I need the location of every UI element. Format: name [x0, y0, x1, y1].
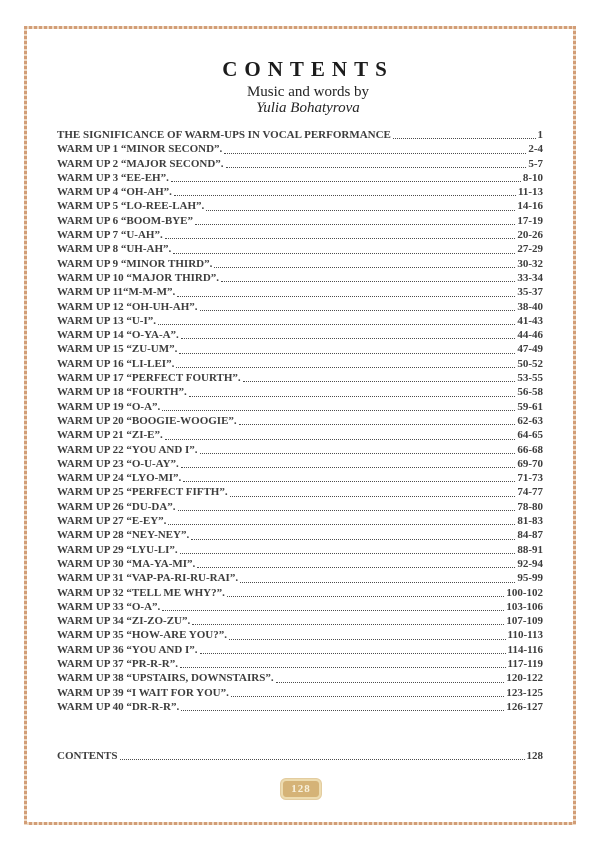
toc-leader-dots [162, 610, 504, 611]
toc-entry [57, 228, 543, 242]
toc-leader-dots [226, 167, 527, 168]
toc-leader-dots [189, 396, 516, 397]
toc-entry-label: WARM UP 36 “YOU AND I”. [57, 643, 198, 656]
toc-leader-dots [178, 510, 516, 511]
toc-leader-dots [239, 424, 516, 425]
toc-entry-label: WARM UP 14 “O-YA-A”. [57, 329, 179, 342]
toc-entry-page: 62-63 [517, 414, 543, 427]
toc-leader-dots [165, 439, 516, 440]
toc-leader-dots [180, 553, 516, 554]
toc-entry-label: WARM UP 35 “HOW-ARE YOU?”. [57, 629, 227, 642]
toc-entry [57, 749, 543, 763]
toc-leader-dots [179, 353, 515, 354]
toc-entry-page: 50-52 [517, 357, 543, 370]
toc-list [57, 128, 543, 714]
toc-entry-page: 117-119 [507, 657, 543, 670]
toc-entry-page: 17-19 [517, 214, 543, 227]
toc-entry [57, 671, 543, 685]
toc-entry [57, 471, 543, 485]
toc-entry-label: WARM UP 37 “PR-R-R”. [57, 657, 178, 670]
toc-entry-label: WARM UP 28 “NEY-NEY”. [57, 529, 190, 542]
toc-entry-label: WARM UP 22 “YOU AND I”. [57, 443, 198, 456]
toc-entry-label: WARM UP 19 “O-A”. [57, 400, 161, 413]
toc-leader-dots [200, 453, 516, 454]
toc-entry-page: 1 [537, 129, 543, 141]
toc-entry-label: WARM UP 7 “U-AH”. [57, 229, 163, 242]
toc-entry-label: WARM UP 3 “EE-EH”. [57, 171, 169, 184]
toc-leader-dots [240, 582, 515, 583]
toc-entry [57, 157, 543, 171]
toc-entry-label: WARM UP 13 “U-I”. [57, 314, 156, 327]
toc-entry-page: 11-13 [517, 186, 543, 199]
toc-entry-label: WARM UP 32 “TELL ME WHY?”. [57, 586, 225, 599]
toc-entry-page: 33-34 [517, 271, 543, 284]
toc-entry [57, 328, 543, 342]
toc-entry-label: WARM UP 11“M-M-M”. [57, 286, 176, 299]
toc-entry [57, 199, 543, 213]
page-header [0, 57, 600, 116]
toc-entry [57, 371, 543, 385]
toc-entry [57, 600, 543, 614]
toc-entry-label: WARM UP 24 “LYO-MI”. [57, 472, 182, 485]
toc-entry [57, 171, 543, 185]
toc-entry-label: WARM UP 38 “UPSTAIRS, DOWNSTAIRS”. [57, 672, 274, 685]
toc-entry-page: 53-55 [517, 372, 543, 385]
toc-leader-dots [191, 539, 515, 540]
toc-leader-dots [181, 467, 516, 468]
toc-entry [57, 557, 543, 571]
toc-entry-page: 8-10 [522, 171, 543, 184]
toc-leader-dots [162, 410, 515, 411]
toc-entry [57, 271, 543, 285]
toc-entry-page: 100-102 [506, 586, 543, 599]
toc-entry [57, 214, 543, 228]
toc-entry-page: 84-87 [517, 529, 543, 542]
toc-entry-label: WARM UP 20 “BOOGIE-WOOGIE”. [57, 414, 237, 427]
toc-entry [57, 700, 543, 714]
toc-leader-dots [195, 224, 515, 225]
toc-entry-label: WARM UP 34 “ZI-ZO-ZU”. [57, 615, 191, 628]
toc-leader-dots [224, 153, 526, 154]
toc-entry-label: WARM UP 30 “MA-YA-MI”. [57, 557, 196, 570]
toc-leader-dots [171, 181, 521, 182]
toc-leader-dots [214, 267, 515, 268]
toc-entry-page: 81-83 [517, 515, 543, 528]
page-border-bottom [24, 822, 576, 825]
toc-entry [57, 571, 543, 585]
toc-entry-label: WARM UP 15 “ZU-UM”. [57, 343, 178, 356]
page-border-top [24, 26, 576, 29]
toc-entry [57, 285, 543, 299]
toc-leader-dots [168, 524, 515, 525]
page-number-badge [281, 779, 321, 799]
toc-leader-dots [206, 210, 515, 211]
toc-entry [57, 400, 543, 414]
toc-entry [57, 142, 543, 156]
toc-leader-dots [276, 682, 505, 683]
toc-leader-dots [192, 624, 504, 625]
toc-leader-dots [174, 195, 516, 196]
toc-leader-dots [181, 710, 504, 711]
toc-entry [57, 586, 543, 600]
toc-entry [57, 657, 543, 671]
toc-leader-dots [229, 639, 506, 640]
toc-entry-page: 114-116 [507, 643, 543, 656]
toc-entry-page: 41-43 [517, 314, 543, 327]
toc-leader-dots [177, 296, 515, 297]
toc-entry-page: 71-73 [517, 472, 543, 485]
toc-entry-label: WARM UP 40 “DR-R-R”. [57, 700, 180, 713]
toc-entry [57, 628, 543, 642]
toc-entry-label: WARM UP 26 “DU-DA”. [57, 500, 176, 513]
toc-entry-label: WARM UP 18 “FOURTH”. [57, 386, 187, 399]
toc-entry-label: WARM UP 25 “PERFECT FIFTH”. [57, 486, 228, 499]
page-border-right [573, 26, 576, 825]
toc-entry [57, 528, 543, 542]
toc-leader-dots [181, 338, 516, 339]
toc-entry [57, 614, 543, 628]
toc-entry-page: 126-127 [506, 700, 543, 713]
toc-entry-label: CONTENTS [57, 750, 118, 762]
toc-leader-dots [231, 696, 504, 697]
toc-entry [57, 128, 543, 142]
toc-entry-page: 92-94 [517, 557, 543, 570]
toc-entry-page: 5-7 [528, 157, 543, 170]
toc-entry [57, 514, 543, 528]
toc-leader-dots [200, 653, 506, 654]
toc-entry-label: WARM UP 33 “O-A”. [57, 600, 161, 613]
page-border-left [24, 26, 27, 825]
toc-leader-dots [165, 238, 516, 239]
toc-entry-page: 35-37 [517, 286, 543, 299]
toc-entry [57, 257, 543, 271]
toc-leader-dots [221, 281, 515, 282]
toc-entry-label: WARM UP 23 “O-U-AY”. [57, 457, 179, 470]
toc-entry [57, 500, 543, 514]
toc-entry-label: WARM UP 27 “E-EY”. [57, 515, 167, 528]
toc-entry [57, 314, 543, 328]
toc-entry-page: 64-65 [517, 429, 543, 442]
page-title: CONTENTS [222, 57, 394, 81]
toc-entry [57, 428, 543, 442]
toc-entry [57, 185, 543, 199]
toc-entry-label: WARM UP 9 “MINOR THIRD”. [57, 257, 213, 270]
toc-leader-dots [197, 567, 515, 568]
toc-entry-label: WARM UP 12 “OH-UH-AH”. [57, 300, 198, 313]
toc-entry-page: 107-109 [506, 615, 543, 628]
toc-entry-page: 78-80 [517, 500, 543, 513]
toc-entry-page: 14-16 [517, 200, 543, 213]
toc-entry-page: 74-77 [517, 486, 543, 499]
toc-leader-dots [227, 596, 504, 597]
toc-entry-page: 56-58 [517, 386, 543, 399]
toc-leader-dots [158, 324, 515, 325]
toc-entry-page: 88-91 [517, 543, 543, 556]
toc-entry [57, 643, 543, 657]
toc-entry-page: 59-61 [517, 400, 543, 413]
toc-footer [57, 749, 543, 763]
toc-entry [57, 342, 543, 356]
toc-entry [57, 485, 543, 499]
toc-entry [57, 414, 543, 428]
toc-entry-label: WARM UP 4 “OH-AH”. [57, 186, 172, 199]
toc-entry-page: 27-29 [517, 243, 543, 256]
toc-entry-label: WARM UP 31 “VAP-PA-RI-RU-RAI”. [57, 572, 239, 585]
toc-entry-label: THE SIGNIFICANCE OF WARM-UPS IN VOCAL PERFORMANCE [57, 129, 391, 141]
toc-entry-label: WARM UP 6 “BOOM-BYE” [57, 214, 193, 227]
toc-entry-label: WARM UP 2 “MAJOR SECOND”. [57, 157, 224, 170]
toc-entry-page: 66-68 [517, 443, 543, 456]
toc-entry-label: WARM UP 5 “LO-REE-LAH”. [57, 200, 205, 213]
toc-entry [57, 385, 543, 399]
toc-entry-page: 128 [526, 750, 543, 762]
toc-entry [57, 457, 543, 471]
toc-entry-label: WARM UP 1 “MINOR SECOND”. [57, 143, 223, 156]
toc-entry [57, 543, 543, 557]
toc-leader-dots [120, 759, 525, 760]
toc-entry-page: 103-106 [506, 600, 543, 613]
toc-leader-dots [183, 481, 515, 482]
toc-leader-dots [200, 310, 516, 311]
toc-entry-label: WARM UP 39 “I WAIT FOR YOU”. [57, 686, 229, 699]
toc-entry-page: 47-49 [517, 343, 543, 356]
toc-entry-label: WARM UP 21 “ZI-E”. [57, 429, 163, 442]
toc-entry [57, 242, 543, 256]
toc-entry [57, 686, 543, 700]
toc-entry-page: 30-32 [517, 257, 543, 270]
toc-entry [57, 357, 543, 371]
toc-entry-page: 38-40 [517, 300, 543, 313]
toc-leader-dots [173, 253, 515, 254]
toc-entry-page: 110-113 [507, 629, 543, 642]
toc-entry-label: WARM UP 16 “LI-LEI”. [57, 357, 175, 370]
toc-leader-dots [176, 367, 515, 368]
toc-leader-dots [393, 138, 536, 139]
toc-entry-label: WARM UP 10 “MAJOR THIRD”. [57, 271, 220, 284]
toc-entry-label: WARM UP 17 “PERFECT FOURTH”. [57, 372, 241, 385]
toc-entry-page: 2-4 [528, 143, 543, 156]
toc-leader-dots [230, 496, 516, 497]
toc-entry [57, 300, 543, 314]
page-number: 128 [291, 783, 311, 795]
toc-entry-label: WARM UP 29 “LYU-LI”. [57, 543, 178, 556]
toc-entry-page: 95-99 [517, 572, 543, 585]
toc-leader-dots [180, 667, 506, 668]
author-name: Yulia Bohatyrova [256, 100, 360, 116]
toc-entry [57, 443, 543, 457]
toc-entry-page: 123-125 [506, 686, 543, 699]
toc-leader-dots [243, 381, 516, 382]
toc-entry-page: 120-122 [506, 672, 543, 685]
toc-entry-page: 20-26 [517, 229, 543, 242]
toc-entry-page: 44-46 [517, 329, 543, 342]
byline-text: Music and words by [246, 84, 370, 100]
toc-entry-label: WARM UP 8 “UH-AH”. [57, 243, 172, 256]
toc-entry-page: 69-70 [517, 457, 543, 470]
